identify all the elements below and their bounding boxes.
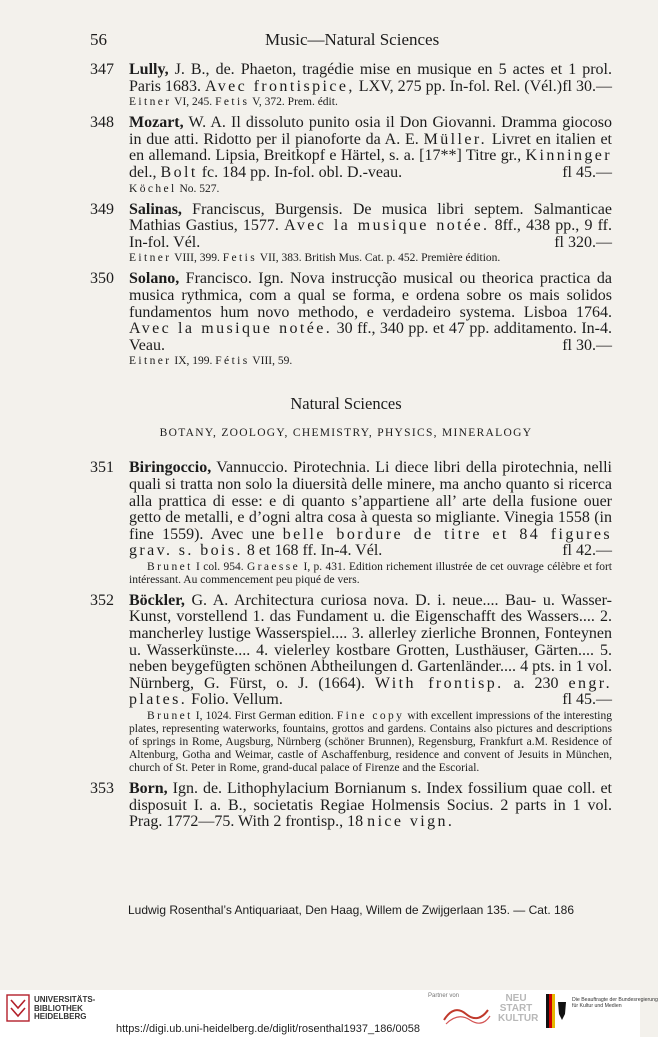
university-library-label: UNIVERSITÄTS- BIBLIOTHEK HEIDELBERG <box>34 995 96 1022</box>
section-title: Natural Sciences <box>290 394 402 414</box>
entry-reference: Eitner IX, 199. Fétis VIII, 59. <box>129 355 293 368</box>
entry-author: Mozart, <box>129 114 184 132</box>
catalog-entry-347 <box>90 62 612 109</box>
catalog-entry-349 <box>90 202 612 266</box>
entry-price: fl 45.— <box>562 691 612 709</box>
entry-price: fl 30.— <box>562 336 612 354</box>
entry-author: Salinas, <box>129 200 182 218</box>
entry-price: fl 42.— <box>562 542 612 560</box>
catalog-entry-348 <box>90 115 612 195</box>
entry-price: fl 45.— <box>562 163 612 181</box>
catalog-entry-353 <box>90 781 612 831</box>
entry-author: Lully, <box>129 61 169 78</box>
entry-price: fl 30.— <box>562 77 612 95</box>
running-title: Music—Natural Sciences <box>265 30 440 49</box>
entry-number: 351 <box>90 459 114 477</box>
entry-reference: Brunet I col. 954. Graesse I, p. 431. Edition richement illustrée de cet ouvrage célèbre et fort intéressant. Au commencement peu piqué de vers. <box>129 560 612 586</box>
entry-number: 347 <box>90 61 114 78</box>
page-footer: Ludwig Rosenthal’s Antiquariaat, Den Haag, Willem de Zwijgerlaan 135. — Cat. 186 <box>127 903 575 917</box>
entry-number: 353 <box>90 780 114 798</box>
university-library-logo[interactable] <box>6 994 126 1024</box>
heidelberg-crest-icon <box>6 994 30 1022</box>
entry-reference: Köchel No. 527. <box>129 182 220 195</box>
entry-author: Böckler, <box>129 591 185 609</box>
page-number: 56 <box>90 30 107 49</box>
federal-culture-commissioner-logo[interactable] <box>546 994 658 1028</box>
entry-text: Böckler, G. A. Architectura curiosa nova. D. i. neue.... Bau- u. Wasser-Kunst, vorstellend 1. das Fundament u. die Eigenschafft des Wassers.... 2. mancherley lustige Wasserspiel.... 3. allerley zierliche Bronnen, Fonteynen u. Wasserkünste.... 4. vielerley kostbare Grotten, Lusthäuser, Gärten.... 5. neben beygefügten schönen Abtheilungen d. Gartenländer.... 4 pts. in 1 vol. Nürnberg, G. Fürst, o. J. (1664). With frontisp. a. 230 engr. plates. Folio. Vellum. <box>129 591 613 709</box>
federal-eagle-icon <box>546 994 568 1028</box>
entry-number: 348 <box>90 114 114 132</box>
partner-label: Partner von <box>428 993 460 999</box>
entry-text: Solano, Francisco. Ign. Nova instrucção musical ou theorica practica da musica rythmica, com a qual se forma, e ordena sobre os mais solidos fundamentos hum novo methodo, e verdadeiro systema. Lisboa 1764. Avec la musique notée. 30 ff., 340 pp. et 47 pp. additamento. In-4. Veau. <box>129 270 612 354</box>
entry-text: Salinas, Franciscus, Burgensis. De musica libri septem. Salmanticae Mathias Gastius, 1577. Avec la musique notée. 8ff., 438 pp., 9 ff. In-fol. Vél. <box>129 200 612 251</box>
viewer-bottom-bar <box>0 990 658 1037</box>
entry-reference: Brunet I, 1024. First German edition. Fine copy with excellent impressions of the interesting plates, representing waterworks, fountains, grottos and gardens. Contains also pictures and descriptions of springs in Rome, Augsburg, Nürnberg (schöner Brunnen), Regensburg, Frankfurt a.M. Residence of Altenburg, Gotha and Weimar, castle of Aschaffenburg, residence and convent of Jesuits in München, church of St. Peter in Rome, grand-ducal palace of Firenze and the Escorial. <box>129 710 612 775</box>
federal-culture-label: Die Beauftragte der Bundesregierung für Kultur und Medien <box>572 997 658 1009</box>
entry-number: 349 <box>90 200 114 218</box>
entry-author: Biringoccio, <box>129 459 212 477</box>
catalog-entry-351 <box>90 460 612 587</box>
entry-text: Born, Ign. de. Lithophylacium Bornianum s. Index fossilium quae coll. et disposuit I. a. B., societatis Regiae Holmensis Socius. 2 parts in 1 vol. Prag. 1772—75. With 2 frontisp., 18 nice vign. <box>129 780 612 831</box>
entry-author: Solano, <box>129 270 180 288</box>
entry-text: Mozart, W. A. Il dissoluto punito osia il Don Giovanni. Dramma giocoso in due atti. Ridotto per il pianoforte da A. E. Müller. Livret en italien et en allemand. Lipsia, Breitkopf e Härtel, s. a. [17**] Titre gr., Kinninger del., Bolt fc. 184 pp. In-fol. obl. D.-veau. <box>129 114 613 181</box>
entry-reference: Eitner VI, 245. Fetis V, 372. Prem. édit. <box>129 96 338 109</box>
section-subtitle: BOTANY, ZOOLOGY, CHEMISTRY, PHYSICS, MINERALOGY <box>159 427 533 440</box>
entry-text: Lully, J. B., de. Phaeton, tragédie mise en musique en 5 actes et 1 prol. Paris 1683. Avec frontispice, LXV, 275 pp. In-fol. Rel. (Vél.) <box>129 61 612 95</box>
entry-price: fl 320.— <box>554 233 612 251</box>
entry-text: Biringoccio, Vannuccio. Pirotechnia. Li diece libri della pirotechnia, nelli quali si tratta non solo la diuersità delle minere, ma ancho quanto si ricerca alla prattica di esse: e di quanto s’appartiene all’ arte della fusione ouer getto de metalli, e d’ogni altra cosa à questa so migliante. Vinegia 1558 (in fine 1559). Avec une belle bordure de titre et 84 figures grav. s. bois. 8 et 168 ff. In-4. Vél. <box>129 459 612 560</box>
permalink-url[interactable]: https://digi.ub.uni-heidelberg.de/diglit/rosenthal1937_186/0058 <box>116 1023 420 1035</box>
entry-number: 350 <box>90 270 114 288</box>
entry-author: Born, <box>129 780 168 798</box>
page-body <box>90 62 612 831</box>
catalog-entry-352 <box>90 593 612 775</box>
entry-number: 352 <box>90 591 114 609</box>
partner-logo-icon[interactable] <box>440 1000 492 1028</box>
neustart-kultur-logo[interactable]: NEU START KULTUR <box>498 993 539 1024</box>
catalog-entry-350 <box>90 271 612 368</box>
entry-reference: Eitner VIII, 399. Fetis VII, 383. British Mus. Cat. p. 452. Première édition. <box>129 252 501 265</box>
